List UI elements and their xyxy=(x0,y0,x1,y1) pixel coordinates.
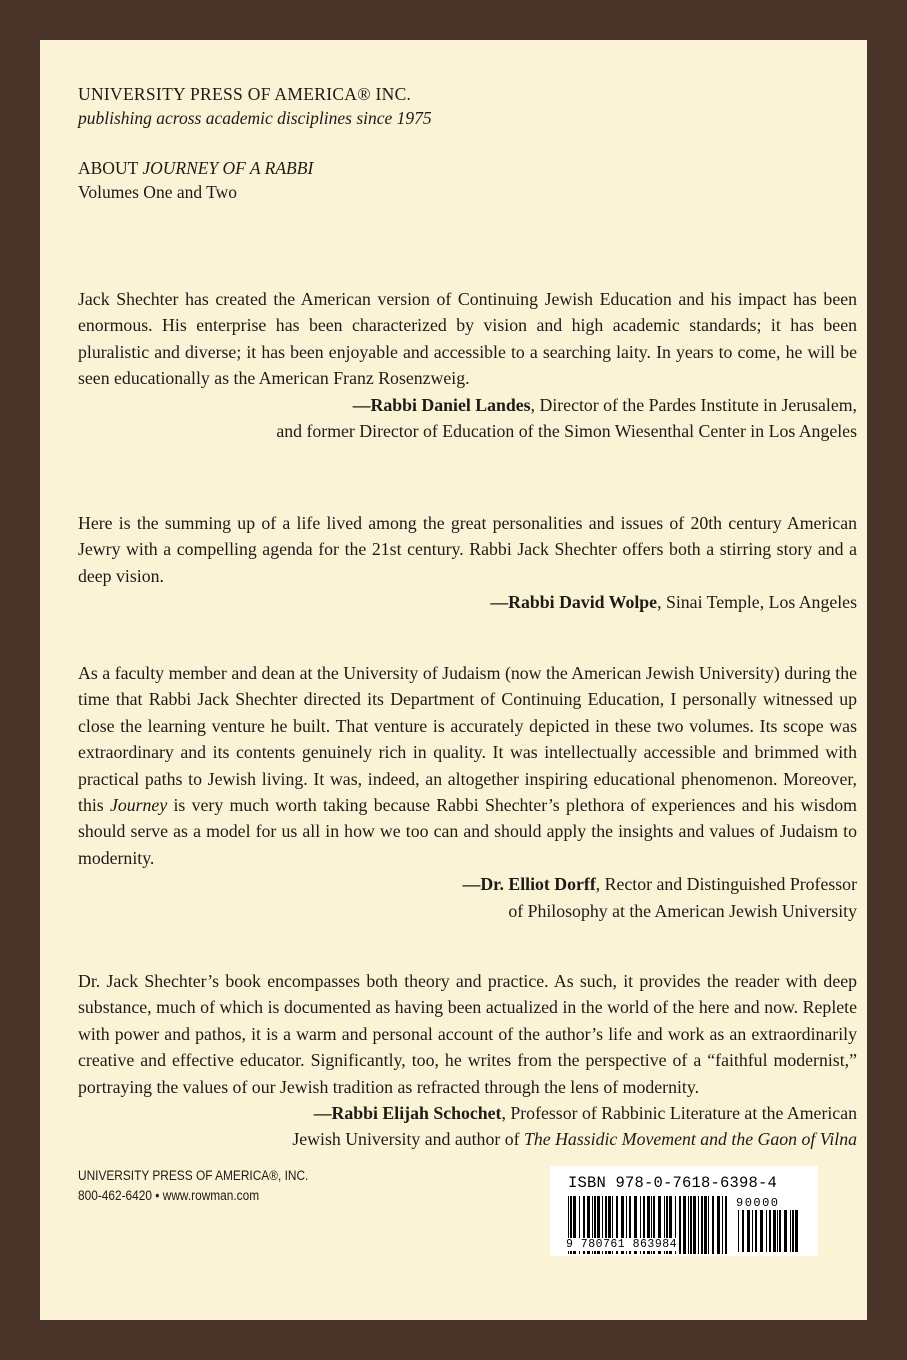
endorsement-text: Here is the summing up of a life lived among the great personalities and issues of 20th century American Jewry with a compelling agenda for the 21st century. Rabbi Jack Shechter offers both a stirring story and a deep vision. xyxy=(78,513,857,586)
footer-publisher-name: UNIVERSITY PRESS OF AMERICA®, INC. xyxy=(78,1168,309,1183)
endorsement-text-part: As a faculty member and dean at the University of Judaism (now the American Jewish University) during the time that Rabbi Jack Shechter directed its Department of Continuing Education, I personally witnessed up close the learning venture he built. That venture is accurately depicted in these two volumes. Its scope was extraordinary and its contents genuinely rich in quality. It was intellectually accessible and brimmed with practical paths to Jewish living. It was, indeed, an altogether inspiring educational phenomenon. Moreover, this xyxy=(78,663,857,816)
endorser-role-continued xyxy=(78,1126,857,1152)
endorsement-attribution xyxy=(78,1100,857,1126)
endorsement-text: Dr. Jack Shechter’s book encompasses both theory and practice. As such, it provides the reader with deep substance, much of which is documented as having been actualized in the world of the here and now. Replete with power and pathos, it is a warm and personal account of the author’s life and work as an extraordinarily creative and effective educator. Significantly, too, he writes from the perspective of a “faithful modernist,” portraying the values of our Jewish tradition as refracted through the lens of modernity. xyxy=(78,971,857,1097)
endorsement-dorff xyxy=(78,660,857,924)
price-addon-code: 90000 xyxy=(736,1196,780,1210)
endorser-role: , Professor of Rabbinic Literature at the American xyxy=(501,1103,857,1124)
endorsement-text xyxy=(78,660,857,871)
endorser-name: —Rabbi Daniel Landes xyxy=(352,394,531,415)
publisher-name: UNIVERSITY PRESS OF AMERICA® INC. xyxy=(78,84,412,104)
about-heading xyxy=(78,156,857,180)
endorser-role-continued: of Philosophy at the American Jewish University xyxy=(508,900,857,921)
endorsement-text-part: is very much worth taking because Rabbi Shechter’s plethora of experiences and his wisdom should serve as a model for us all in how we too can and should apply the insights and values of Judaism to modernity. xyxy=(78,795,857,868)
endorser-name: —Dr. Elliot Dorff xyxy=(462,874,596,895)
publisher-tagline: publishing across academic disciplines since 1975 xyxy=(78,108,432,128)
endorser-role: , Sinai Temple, Los Angeles xyxy=(657,592,857,613)
cover-content xyxy=(78,82,857,1150)
endorser-role-part: Jewish University and author of xyxy=(292,1129,524,1150)
endorsement-text: Jack Shechter has created the American version of Continuing Jewish Education and his impact has been enormous. His enterprise has been characterized by vision and high academic standards; it has been pluralistic and diverse; it has been enjoyable and accessible to a searching laity. In years to come, he will be seen educationally as the American Franz Rosenzweig. xyxy=(78,289,857,389)
footer-publisher xyxy=(78,1166,308,1206)
endorser-name: —Rabbi Elijah Schochet xyxy=(313,1103,502,1124)
about-subtitle: Volumes One and Two xyxy=(78,182,238,202)
footer-contact: 800-462-6420 • www.rowman.com xyxy=(78,1188,260,1203)
endorser-book-title: The Hassidic Movement and the Gaon of Vilna xyxy=(523,1129,857,1150)
endorser-name: —Rabbi David Wolpe xyxy=(490,592,658,613)
endorsement-wolpe xyxy=(78,510,857,616)
back-cover-panel xyxy=(40,40,867,1320)
endorsement-schochet xyxy=(78,968,857,1153)
endorsement-text-italic: Journey xyxy=(109,795,168,816)
endorser-role: , Director of the Pardes Institute in Jerusalem, xyxy=(530,394,857,415)
endorsement-attribution xyxy=(78,589,857,615)
endorser-role-continued: and former Director of Education of the Simon Wiesenthal Center in Los Angeles xyxy=(276,421,857,442)
endorser-role: , Rector and Distinguished Professor xyxy=(595,874,857,895)
endorsement-attribution xyxy=(78,871,857,897)
isbn-number: ISBN 978-0-7618-6398-4 xyxy=(568,1174,778,1192)
barcode-digits: 9 780761 863984 xyxy=(566,1238,678,1251)
addon-barcode-icon xyxy=(738,1210,802,1252)
book-title: JOURNEY OF A RABBI xyxy=(142,158,314,178)
endorsement-landes xyxy=(78,286,857,444)
endorsement-attribution xyxy=(78,392,857,418)
about-prefix: ABOUT xyxy=(78,158,143,178)
isbn-barcode xyxy=(550,1166,818,1256)
